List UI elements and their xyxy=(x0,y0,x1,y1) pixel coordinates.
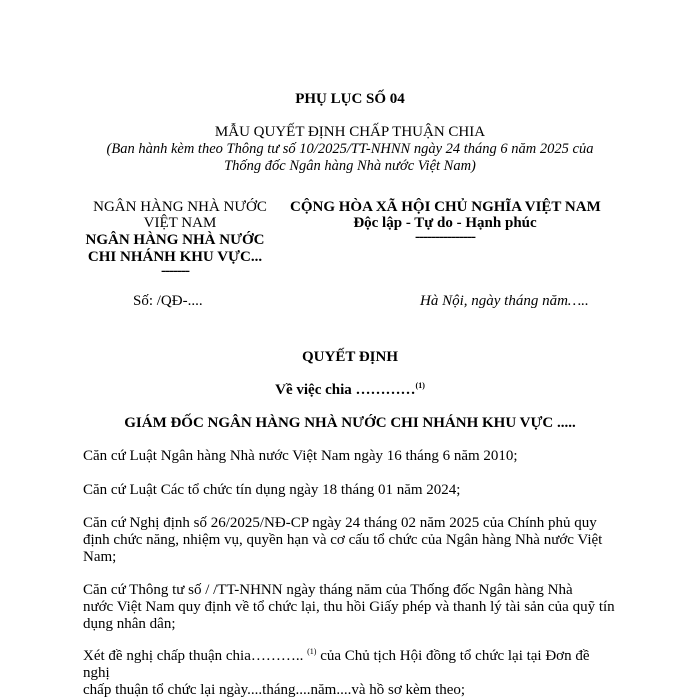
decision-number: Số: /QĐ-.... xyxy=(133,293,203,309)
authority-line2: VIỆT NAM xyxy=(143,215,217,231)
decision-title: QUYẾT ĐỊNH xyxy=(302,349,398,365)
legal-basis-line: Căn cứ Luật Các tổ chức tín dụng ngày 18 tháng 01 năm 2024; xyxy=(83,482,461,498)
issued-note-line1: (Ban hành kèm theo Thông tư số 10/2025/TT-NHNN ngày 24 tháng 6 năm 2025 của xyxy=(106,141,594,157)
form-title: MẪU QUYẾT ĐỊNH CHẤP THUẬN CHIA xyxy=(214,124,486,140)
motto-divider: --------------- xyxy=(415,229,475,245)
legal-basis-line: Căn cứ Nghị định số 26/2025/NĐ-CP ngày 24 tháng 02 năm 2025 của Chính phủ quy xyxy=(83,515,597,531)
decision-authority: GIÁM ĐỐC NGÂN HÀNG NHÀ NƯỚC CHI NHÁNH KHU VỰC ..... xyxy=(124,415,576,431)
legal-basis-line: dụng nhân dân; xyxy=(83,616,176,632)
consideration-text-b: của Chủ tịch Hội đồng tổ chức lại tại Đơn đề nghị xyxy=(83,648,590,681)
place-and-date: Hà Nội, ngày tháng năm….. xyxy=(420,293,589,309)
legal-basis-line: nước Việt Nam quy định về tổ chức lại, thu hồi Giấy phép và thanh lý tài sản của quỹ tín xyxy=(83,599,615,615)
legal-basis-line: Căn cứ Luật Ngân hàng Nhà nước Việt Nam ngày 16 tháng 6 năm 2010; xyxy=(83,448,518,464)
authority-divider: ------- xyxy=(161,263,189,279)
consideration-line2: chấp thuận tổ chức lại ngày....tháng....năm....và hồ sơ kèm theo; xyxy=(83,682,466,698)
authority-line3: NGÂN HÀNG NHÀ NƯỚC xyxy=(85,232,265,248)
consideration-paragraph xyxy=(83,648,618,699)
legal-basis-1 xyxy=(83,448,618,465)
footnote-ref-1: (1) xyxy=(415,381,425,390)
country-name: CỘNG HÒA XÃ HỘI CHỦ NGHĨA VIỆT NAM xyxy=(290,199,601,215)
legal-basis-4 xyxy=(83,582,618,633)
decision-subject-text: Về việc chia ………… xyxy=(275,382,416,398)
national-motto: Độc lập - Tự do - Hạnh phúc xyxy=(353,215,537,231)
legal-basis-3 xyxy=(83,515,618,566)
appendix-title: PHỤ LỤC SỐ 04 xyxy=(295,91,405,107)
authority-line1: NGÂN HÀNG NHÀ NƯỚC xyxy=(93,199,267,215)
consideration-text-a: Xét đề nghị chấp thuận chia……….. xyxy=(83,648,308,664)
legal-basis-line: Nam; xyxy=(83,549,117,565)
legal-basis-2 xyxy=(83,482,618,499)
issued-note-line2: Thống đốc Ngân hàng Nhà nước Việt Nam) xyxy=(224,158,476,174)
legal-basis-line: định chức năng, nhiệm vụ, quyền hạn và cơ cấu tổ chức của Ngân hàng Nhà nước Việt xyxy=(83,532,603,548)
legal-basis-line: Căn cứ Thông tư số / /TT-NHNN ngày tháng năm của Thống đốc Ngân hàng Nhà xyxy=(83,582,573,598)
footnote-ref-1: (1) xyxy=(307,647,317,656)
authority-line4: CHI NHÁNH KHU VỰC... xyxy=(87,249,263,265)
consideration-line1 xyxy=(83,648,618,682)
decision-subject xyxy=(0,381,700,399)
